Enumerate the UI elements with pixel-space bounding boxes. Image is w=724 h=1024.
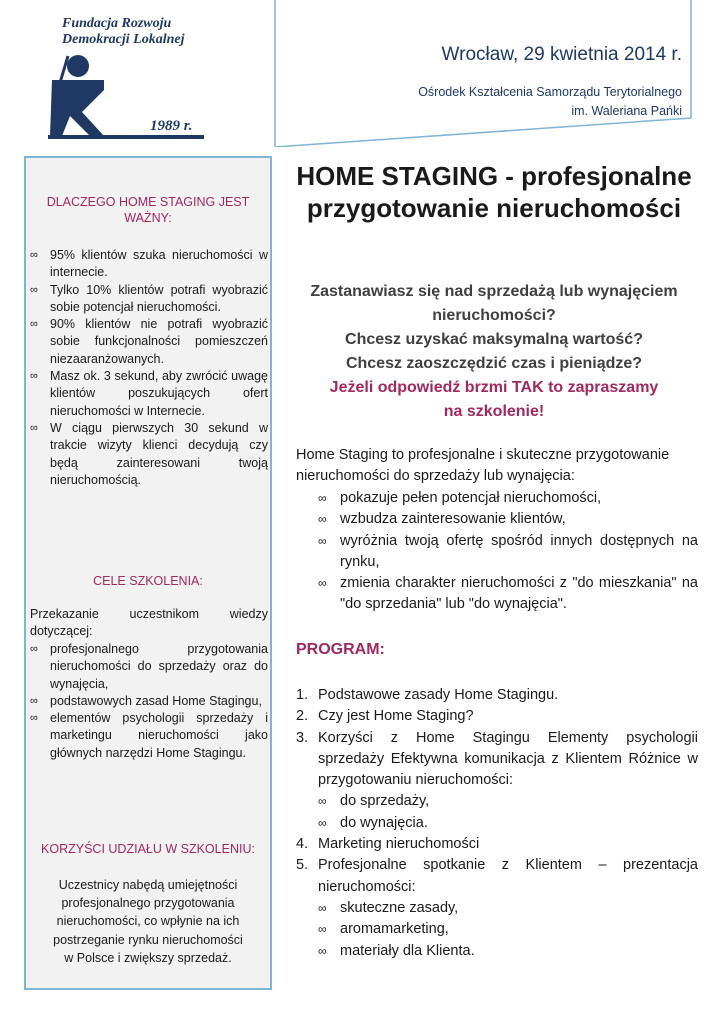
goal-item: ∞ profesjonalnego przygotowania nieruchomości do sprzedaży oraz do wynajęcia, <box>30 641 268 693</box>
benefits-heading: KORZYŚCI UDZIAŁU W SZKOLENIU: <box>41 842 255 856</box>
why-item: ∞ W ciągu pierwszych 30 sekund w trakcie wizyty klienci decydują czy będą zainteresowani twoją nieruchomością. <box>30 420 268 489</box>
question-save-time: Chcesz zaoszczędzić czas i pieniądze? <box>345 355 643 372</box>
organizer-name: Ośrodek Kształcenia Samorządu Terytorialnego <box>418 85 682 99</box>
goal-item: ∞ elementów psychologii sprzedaży i marketingu nieruchomości jako głównych narzędzi Home Stagingu. <box>30 710 268 762</box>
why-item: ∞ Masz ok. 3 sekund, aby zwrócić uwagę klientów poszukujących ofert nieruchomości w Internecie. <box>30 368 268 420</box>
page-title: HOME STAGING - profesjonalne przygotowanie nieruchomości <box>296 161 692 223</box>
program-subitem: ∞ aromamarketing, <box>318 919 698 940</box>
organization-name: Fundacja Rozwoju Demokracji Lokalnej <box>62 16 185 47</box>
event-date: Wrocław, 29 kwietnia 2014 r. <box>441 44 682 65</box>
organization-logo-icon <box>48 50 120 146</box>
program-item: 4. Marketing nieruchomości <box>296 836 480 853</box>
why-item: ∞ 95% klientów szuka nieruchomości w internecie. <box>30 247 268 282</box>
program-sublist <box>318 898 698 962</box>
why-heading: DLACZEGO HOME STAGING JEST WAŻNY: <box>46 195 250 225</box>
benefits-bullet-list <box>318 488 698 616</box>
why-list <box>30 247 268 489</box>
benefit-bullet: ∞ zmienia charakter nieruchomości z "do mieszkania" na "do sprzedania" lub "do wynajęcia". <box>318 573 698 616</box>
program-subitem: ∞ materiały dla Klienta. <box>318 941 698 962</box>
program-item: 5. Profesjonalne spotkanie z Klientem – prezentacja nieruchomości: ∞ skuteczne zasady, ∞ aromamarketing, ∞ materiały dla Klienta. <box>296 855 698 961</box>
program-subitem: ∞ skuteczne zasady, <box>318 898 698 919</box>
program-item: 1. Podstawowe zasady Home Stagingu. <box>296 687 559 703</box>
goals-heading: CELE SZKOLENIA: <box>93 574 203 588</box>
founding-year: 1989 r. <box>150 118 193 134</box>
benefit-bullet: ∞ pokazuje pełen potencjał nieruchomości, <box>318 488 698 509</box>
program-item: 3. Korzyści z Home Stagingu Elementy psychologii sprzedaży Efektywna komunikacja z Klientem Różnice w przygotowaniu nieruchomości: ∞ do sprzedaży, ∞ do wynajęcia. <box>296 728 698 834</box>
goals-intro: Przekazanie uczestnikom wiedzy dotyczącej: <box>30 607 268 639</box>
why-item: ∞ 90% klientów nie potrafi wyobrazić sobie funkcjonalności pomieszczeń niezaaranżowanych. <box>30 316 268 368</box>
program-heading: PROGRAM: <box>296 641 385 658</box>
logo-divider <box>48 135 204 139</box>
program-subitem: ∞ do wynajęcia. <box>318 813 698 834</box>
goals-list <box>30 641 268 762</box>
question-max-value: Chcesz uzyskać maksymalną wartość? <box>345 331 643 348</box>
question-sell-or-rent: Zastanawiasz się nad sprzedażą lub wynajęciem nieruchomości? <box>310 283 678 324</box>
benefit-bullet: ∞ wyróżnia twoją ofertę spośród innych dostępnych na rynku, <box>318 531 698 574</box>
call-to-action: Jeżeli odpowiedź brzmi TAK to zapraszamy na szkolenie! <box>329 379 659 420</box>
program-list <box>296 685 698 962</box>
sidebar <box>24 156 272 990</box>
header-frame <box>274 0 708 147</box>
program-subitem: ∞ do sprzedaży, <box>318 791 698 812</box>
program-sublist <box>318 791 698 834</box>
benefit-bullet: ∞ wzbudza zainteresowanie klientów, <box>318 509 698 530</box>
program-item: 2. Czy jest Home Staging? <box>296 708 474 725</box>
goal-item: ∞ podstawowych zasad Home Stagingu, <box>30 693 268 710</box>
organizer-patron: im. Waleriana Pańki <box>571 104 682 118</box>
why-item: ∞ Tylko 10% klientów potrafi wyobrazić sobie potencjał nieruchomości. <box>30 282 268 317</box>
intro-paragraph: Home Staging to profesjonalne i skuteczne przygotowanie nieruchomości do sprzedaży lub wynajęcia: <box>296 447 670 485</box>
benefits-text: Uczestnicy nabędą umiejętności profesjonalnego przygotowania nieruchomości, co wpłynie na ich postrzeganie rynku nieruchomości w Polsce i zwiększy sprzedaż. <box>53 878 243 965</box>
